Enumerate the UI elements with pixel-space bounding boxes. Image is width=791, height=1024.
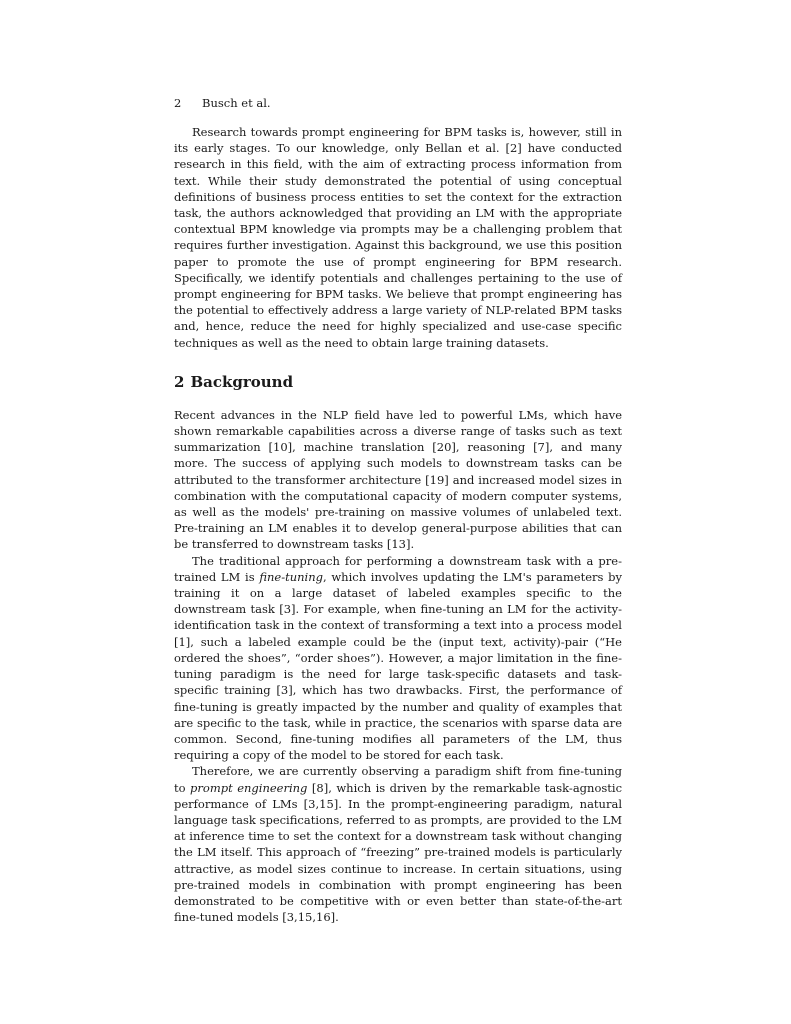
- page-body: [174, 96, 622, 925]
- emphasis-term: prompt engineering: [190, 780, 308, 795]
- section-heading: [174, 372, 622, 392]
- paragraph-text: , which involves updating the LM's parameters by training it on a large dataset of labeled examples specific to the downstream task [3]. For example, when fine-tuning an LM for the activity-identification task in the context of transforming a text into a process model [1], such a labeled example could be the (input text, activity)-pair (“He ordered the shoes”, “order shoes”). However, a major limitation in the fine-tuning paradigm is the need for large task-specific datasets and task-specific training [3], which has two drawbacks. First, the performance of fine-tuning is greatly impacted by the number and quality of examples that are specific to the task, while in practice, the scenarios with sparse data are common. Second, fine-tuning modifies all parameters of the LM, thus requiring a copy of the model to be stored for each task.: [174, 569, 622, 763]
- background-paragraph-1: Recent advances in the NLP field have led to powerful LMs, which have shown remarkable capabilities across a diverse range of tasks such as text summarization [10], machine translation [20], reasoning [7], and many more. The success of applying such models to downstream tasks can be attributed to the transformer architecture [19] and increased model sizes in combination with the computational capacity of modern computer systems, as well as the models' pre-training on massive volumes of unlabeled text. Pre-training an LM enables it to develop general-purpose abilities that can be transferred to downstream tasks [13].: [174, 407, 622, 552]
- running-head: [174, 96, 622, 110]
- intro-paragraph: Research towards prompt engineering for BPM tasks is, however, still in its early stages. To our knowledge, only Bellan et al. [2] have conducted research in this field, with the aim of extracting process information from text. While their study demonstrated the potential of using conceptual definitions of business process entities to set the context for the extraction task, the authors acknowledged that providing an LM with the appropriate contextual BPM knowledge via prompts may be a challenging problem that requires further investigation. Against this background, we use this position paper to promote the use of prompt engineering for BPM research. Specifically, we identify potentials and challenges pertaining to the use of prompt engineering for BPM tasks. We believe that prompt engineering has the potential to effectively address a large variety of NLP-related BPM tasks and, hence, reduce the need for highly specialized and use-case specific techniques as well as the need to obtain large training datasets.: [174, 125, 622, 350]
- paragraph-text: [8], which is driven by the remarkable task-agnostic performance of LMs [3,15]. In the prompt-engineering paradigm, natural language task specifications, referred to as prompts, are provided to the LM at inference time to set the context for a downstream task without changing the LM itself. This approach of “freezing” pre-trained models is particularly attractive, as model sizes continue to increase. In certain situations, using pre-trained models in combination with prompt engineering has been demonstrated to be competitive with or even better than state-of-the-art fine-tuned models [3,15,16].: [174, 780, 623, 925]
- running-title: Busch et al.: [202, 96, 271, 110]
- paragraph-text: The traditional approach for performing a downstream task with a pre-trained LM is: [174, 553, 622, 584]
- page-number: 2: [174, 96, 182, 110]
- section-number: 2: [174, 372, 185, 391]
- background-paragraph-2: [174, 553, 622, 764]
- emphasis-term: fine-tuning: [259, 569, 323, 584]
- section-title: Background: [190, 372, 294, 391]
- background-paragraph-3: [174, 763, 622, 925]
- paragraph-text: Therefore, we are currently observing a paradigm shift from fine-tuning to: [174, 764, 622, 795]
